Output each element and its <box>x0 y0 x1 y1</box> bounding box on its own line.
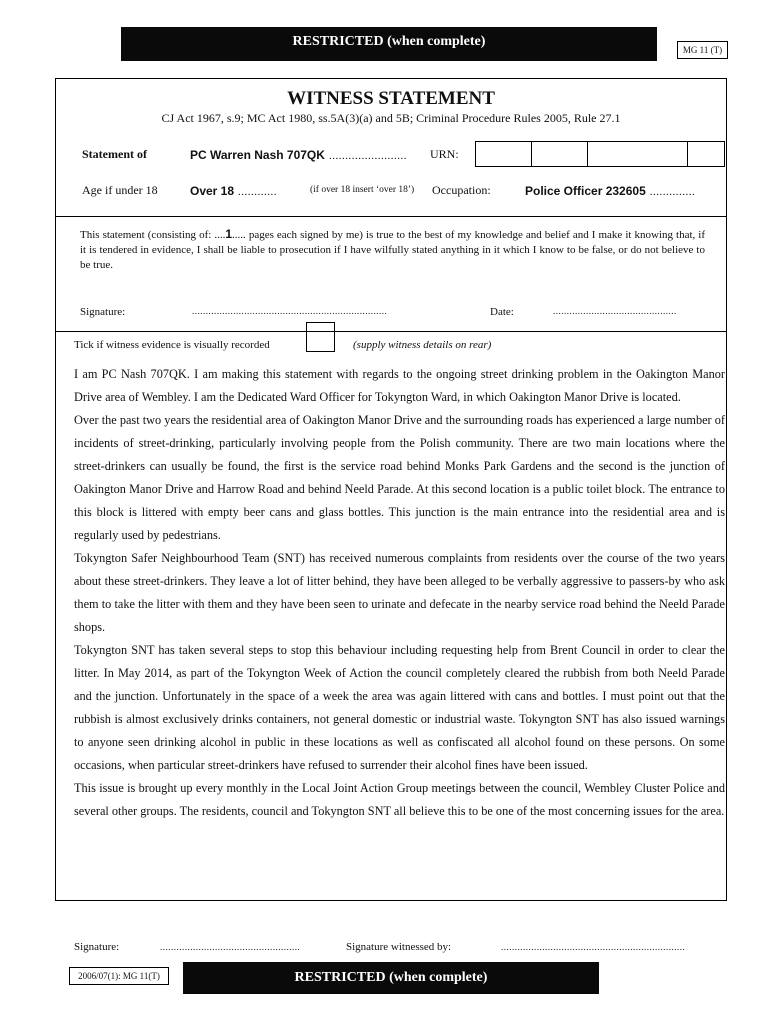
statement-body[interactable] <box>74 363 725 823</box>
divider-tick <box>55 331 727 332</box>
declaration-page-count[interactable]: 1 <box>225 227 233 241</box>
declaration-text <box>80 227 705 273</box>
date-line[interactable]: ............................................. <box>553 306 677 316</box>
age-value: Over 18 <box>190 184 235 198</box>
statement-paragraph: Tokyngton SNT has taken several steps to stop this behaviour including requesting help from Brent Council in order to clear the litter. In May 2014, as part of the Tokyngton Week of Action the council completely cleared the rubbish from both Neeld Parade and the junction. Unfortunately in the space of a week the area was again littered with cans and bottles. I must point out that the rubbish is almost exclusively drinks containers, not general domestic or industrial waste. Tokyngton SNT has also issued warnings to anyone seen drinking alcohol in public in these locations as well as confiscated all alcohol found on these persons. On some occasions, when particular street-drinkers have refused to surrender their alcohol fines have been issued. <box>74 643 725 772</box>
signature-line[interactable]: ....................................................................... <box>192 306 388 316</box>
statement-paragraph: I am PC Nash 707QK. I am making this statement with regards to the ongoing street drinking problem in the Oakington Manor Drive area of Wembley. I am the Dedicated Ward Officer for Tokyngton Ward, in which Oakington Manor Drive is located. <box>74 367 725 404</box>
declaration-prefix: This statement (consisting of: .... <box>80 229 226 241</box>
form-title: WITNESS STATEMENT <box>287 88 495 109</box>
occupation-value: Police Officer 232605 <box>525 184 646 198</box>
declaration-suffix: ..... pages each signed by me) is true to the best of my knowledge and belief and I make it knowing that, if it is tendered in evidence, I shall be liable to prosecution if I have wilfully stated anything in it which I know to be false, or do not believe to be true. <box>80 229 706 271</box>
restricted-banner-bottom: RESTRICTED (when complete) <box>183 962 599 994</box>
witnessed-by-line[interactable]: ................................................................... <box>501 942 686 952</box>
statement-of-dots: ........................ <box>328 150 407 162</box>
legal-reference: CJ Act 1967, s.9; MC Act 1980, ss.5A(3)(a) and 5B; Criminal Procedure Rules 2005, Rule 27.1 <box>161 111 621 125</box>
occupation-label: Occupation: <box>432 183 491 197</box>
witnessed-by-label: Signature witnessed by: <box>346 941 452 953</box>
age-dots: ............ <box>238 186 278 198</box>
urn-cell-divider <box>587 142 588 166</box>
statement-of-field[interactable] <box>190 146 407 164</box>
urn-label: URN: <box>430 147 459 161</box>
document-reference: 2006/07(1): MG 11(T) <box>69 967 169 985</box>
age-label: Age if under 18 <box>82 183 158 197</box>
urn-cell-divider <box>531 142 532 166</box>
statement-paragraph: Tokyngton Safer Neighbourhood Team (SNT) has received numerous complaints from residents over the course of the two years about these street-drinkers. They leave a lot of litter behind, they have been alleged to be verbally aggressive to passers-by who ask them to take the litter with them and they have been seen to urinate and defecate in the nearby service road behind the Neeld Parade shops. <box>74 551 725 634</box>
occupation-dots: .............. <box>649 186 696 198</box>
statement-of-value: PC Warren Nash 707QK <box>190 148 325 162</box>
statement-paragraph: This issue is brought up every monthly in the Local Joint Action Group meetings between the council, Wembley Cluster Police and several other groups. The residents, council and Tokyngton SNT all believe this to be one of the most concerning issues for the area. <box>74 781 725 818</box>
restricted-banner-top: RESTRICTED (when complete) <box>121 27 657 61</box>
age-field[interactable] <box>190 182 277 200</box>
statement-of-label: Statement of <box>82 147 147 161</box>
urn-field[interactable] <box>475 141 725 167</box>
age-note: (if over 18 insert ‘over 18’) <box>310 185 415 195</box>
divider-declaration <box>55 216 727 217</box>
date-label: Date: <box>490 306 514 318</box>
statement-paragraph: Over the past two years the residential area of Oakington Manor Drive and the surrounding roads has experienced a large number of incidents of street-drinking, particularly involving people from the Polish community. There are two main locations where the street-drinkers can usually be found, the first is the service road behind Monks Park Gardens and the second is the junction of Oakington Manor Drive and Harrow Road and behind Neeld Parade. At this second location is a public toilet block. The entrance to this block is littered with empty beer cans and glass bottles. This junction is the main entrance into the residential area and is regularly used by pedestrians. <box>74 413 725 542</box>
footer-signature-label: Signature: <box>74 941 120 953</box>
occupation-field[interactable] <box>525 182 695 200</box>
visual-record-checkbox[interactable] <box>306 322 335 352</box>
urn-cell-divider <box>687 142 688 166</box>
footer-signature-line[interactable]: ................................................... <box>160 942 301 952</box>
visual-record-note: (supply witness details on rear) <box>353 339 492 351</box>
signature-label: Signature: <box>80 306 126 318</box>
visual-record-label: Tick if witness evidence is visually recorded <box>74 339 270 351</box>
form-code: MG 11 (T) <box>677 41 728 59</box>
